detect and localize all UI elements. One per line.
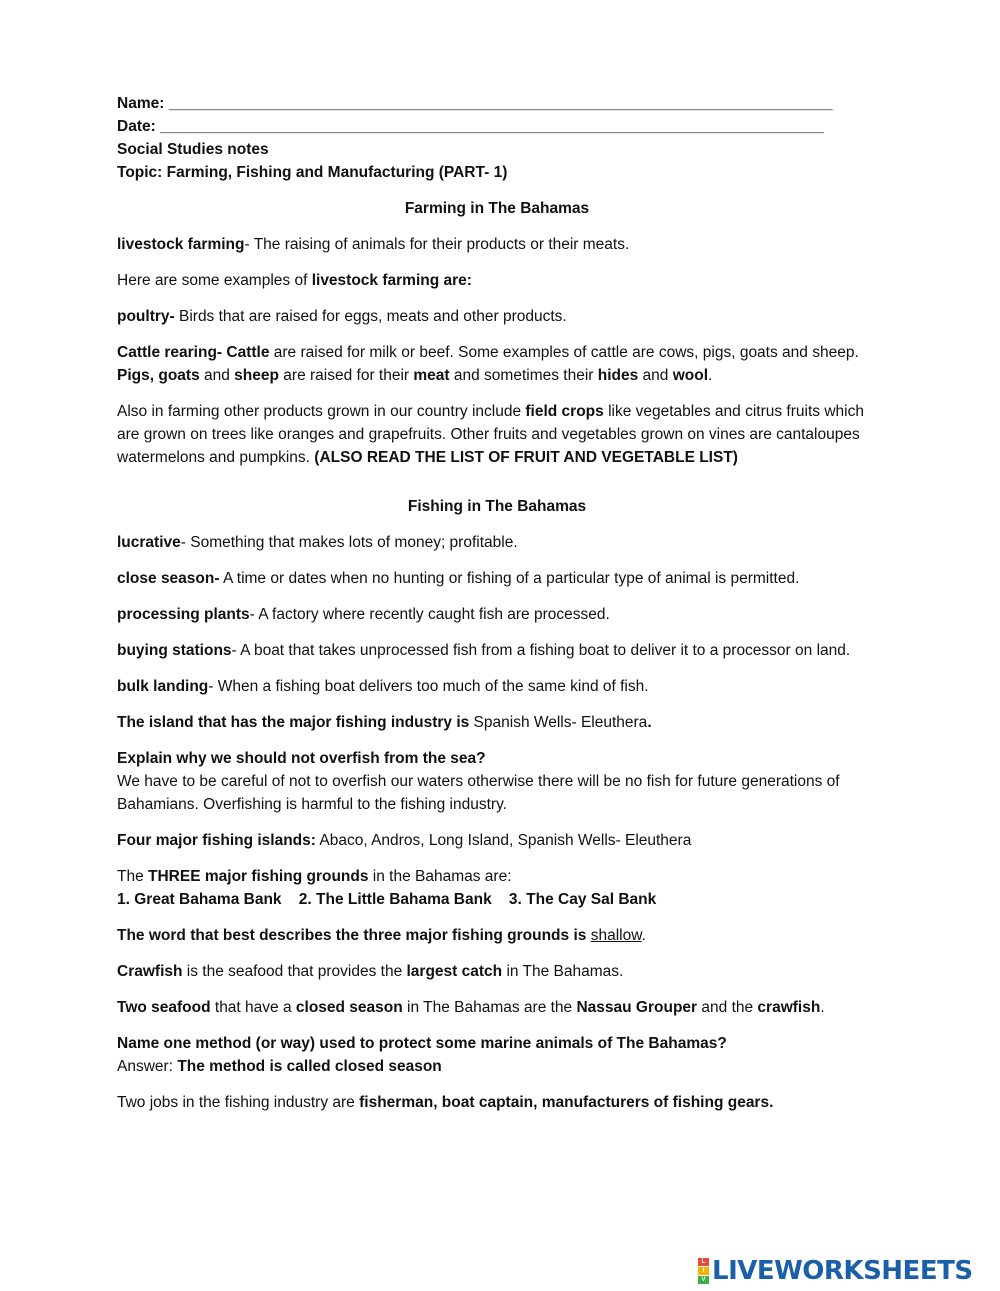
liveworksheets-mark-icon [698, 1258, 709, 1284]
logo-letter: V [698, 1276, 709, 1284]
fishing-heading: Fishing in The Bahamas [407, 498, 587, 515]
date-label: Date: [117, 118, 156, 135]
method-question: Name one method (or way) used to protect some marine animals of The Bahamas? [117, 1035, 727, 1052]
fishing-jobs: Two jobs in the fishing industry are fisherman, boat captain, manufacturers of fishing gears. [117, 1094, 774, 1111]
shallow-statement: The word that best describes the three major fishing grounds is shallow. [117, 927, 646, 944]
overfish-answer: We have to be careful of not to overfish our waters otherwise there will be no fish for future generations of Bahamians. Overfishing is harmful to the fishing industry. [117, 773, 840, 813]
poultry-definition: poultry- Birds that are raised for eggs, meats and other products. [117, 308, 567, 325]
buying-stations-definition: buying stations- A boat that takes unprocessed fish from a fishing boat to deliver it to a processor on land. [117, 642, 851, 659]
liveworksheets-logo[interactable] [698, 1256, 973, 1286]
livestock-definition: livestock farming- The raising of animals for their products or their meats. [117, 236, 630, 253]
topic-line: Topic: Farming, Fishing and Manufacturing (PART- 1) [117, 164, 508, 181]
logo-letter: I [698, 1267, 709, 1275]
logo-letter: L [698, 1258, 709, 1266]
fishing-grounds-intro: The THREE major fishing grounds in the Bahamas are: [117, 868, 512, 885]
crawfish-statement: Crawfish is the seafood that provides the largest catch in The Bahamas. [117, 963, 624, 980]
cattle-definition: Cattle rearing- Cattle are raised for milk or beef. Some examples of cattle are cows, pigs, goats and sheep. Pigs, goats and sheep are raised for their meat and sometimes their hides and wool. [117, 344, 859, 384]
overfish-question: Explain why we should not overfish from the sea? [117, 750, 486, 767]
name-label: Name: [117, 95, 165, 112]
bulk-landing-definition: bulk landing- When a fishing boat delivers too much of the same kind of fish. [117, 678, 649, 695]
lucrative-definition: lucrative- Something that makes lots of money; profitable. [117, 534, 518, 551]
worksheet-page [117, 92, 877, 1127]
examples-intro: Here are some examples of livestock farming are: [117, 272, 472, 289]
logo-text: LIVEWORKSHEETS [712, 1256, 973, 1286]
date-line [117, 115, 877, 138]
subject-line: Social Studies notes [117, 141, 269, 158]
closed-season-seafood: Two seafood that have a closed season in The Bahamas are the Nassau Grouper and the crawfish. [117, 999, 825, 1016]
farming-heading: Farming in The Bahamas [404, 200, 590, 217]
field-crops-paragraph: Also in farming other products grown in our country include field crops like vegetables and citrus fruits which are grown on trees like oranges and grapefruits. Other fruits and vegetables grown on vines are cantaloupes watermelons and pumpkins. (ALSO READ THE LIST OF FRUIT AND VEGETABLE LIST) [117, 403, 864, 466]
processing-plants-definition: processing plants- A factory where recently caught fish are processed. [117, 606, 610, 623]
name-blank[interactable]: _____________________________________________________________________________ [168, 95, 833, 112]
method-answer: Answer: The method is called closed season [117, 1058, 442, 1075]
fishing-grounds-list: 1. Great Bahama Bank 2. The Little Bahama Bank 3. The Cay Sal Bank [117, 891, 657, 908]
four-fishing-islands: Four major fishing islands: Abaco, Andros, Long Island, Spanish Wells- Eleuthera [117, 832, 692, 849]
name-line [117, 92, 877, 115]
major-fishing-island: The island that has the major fishing industry is Spanish Wells- Eleuthera. [117, 714, 652, 731]
date-blank[interactable]: _____________________________________________________________________________ [160, 118, 824, 135]
close-season-definition: close season- A time or dates when no hunting or fishing of a particular type of animal is permitted. [117, 570, 800, 587]
